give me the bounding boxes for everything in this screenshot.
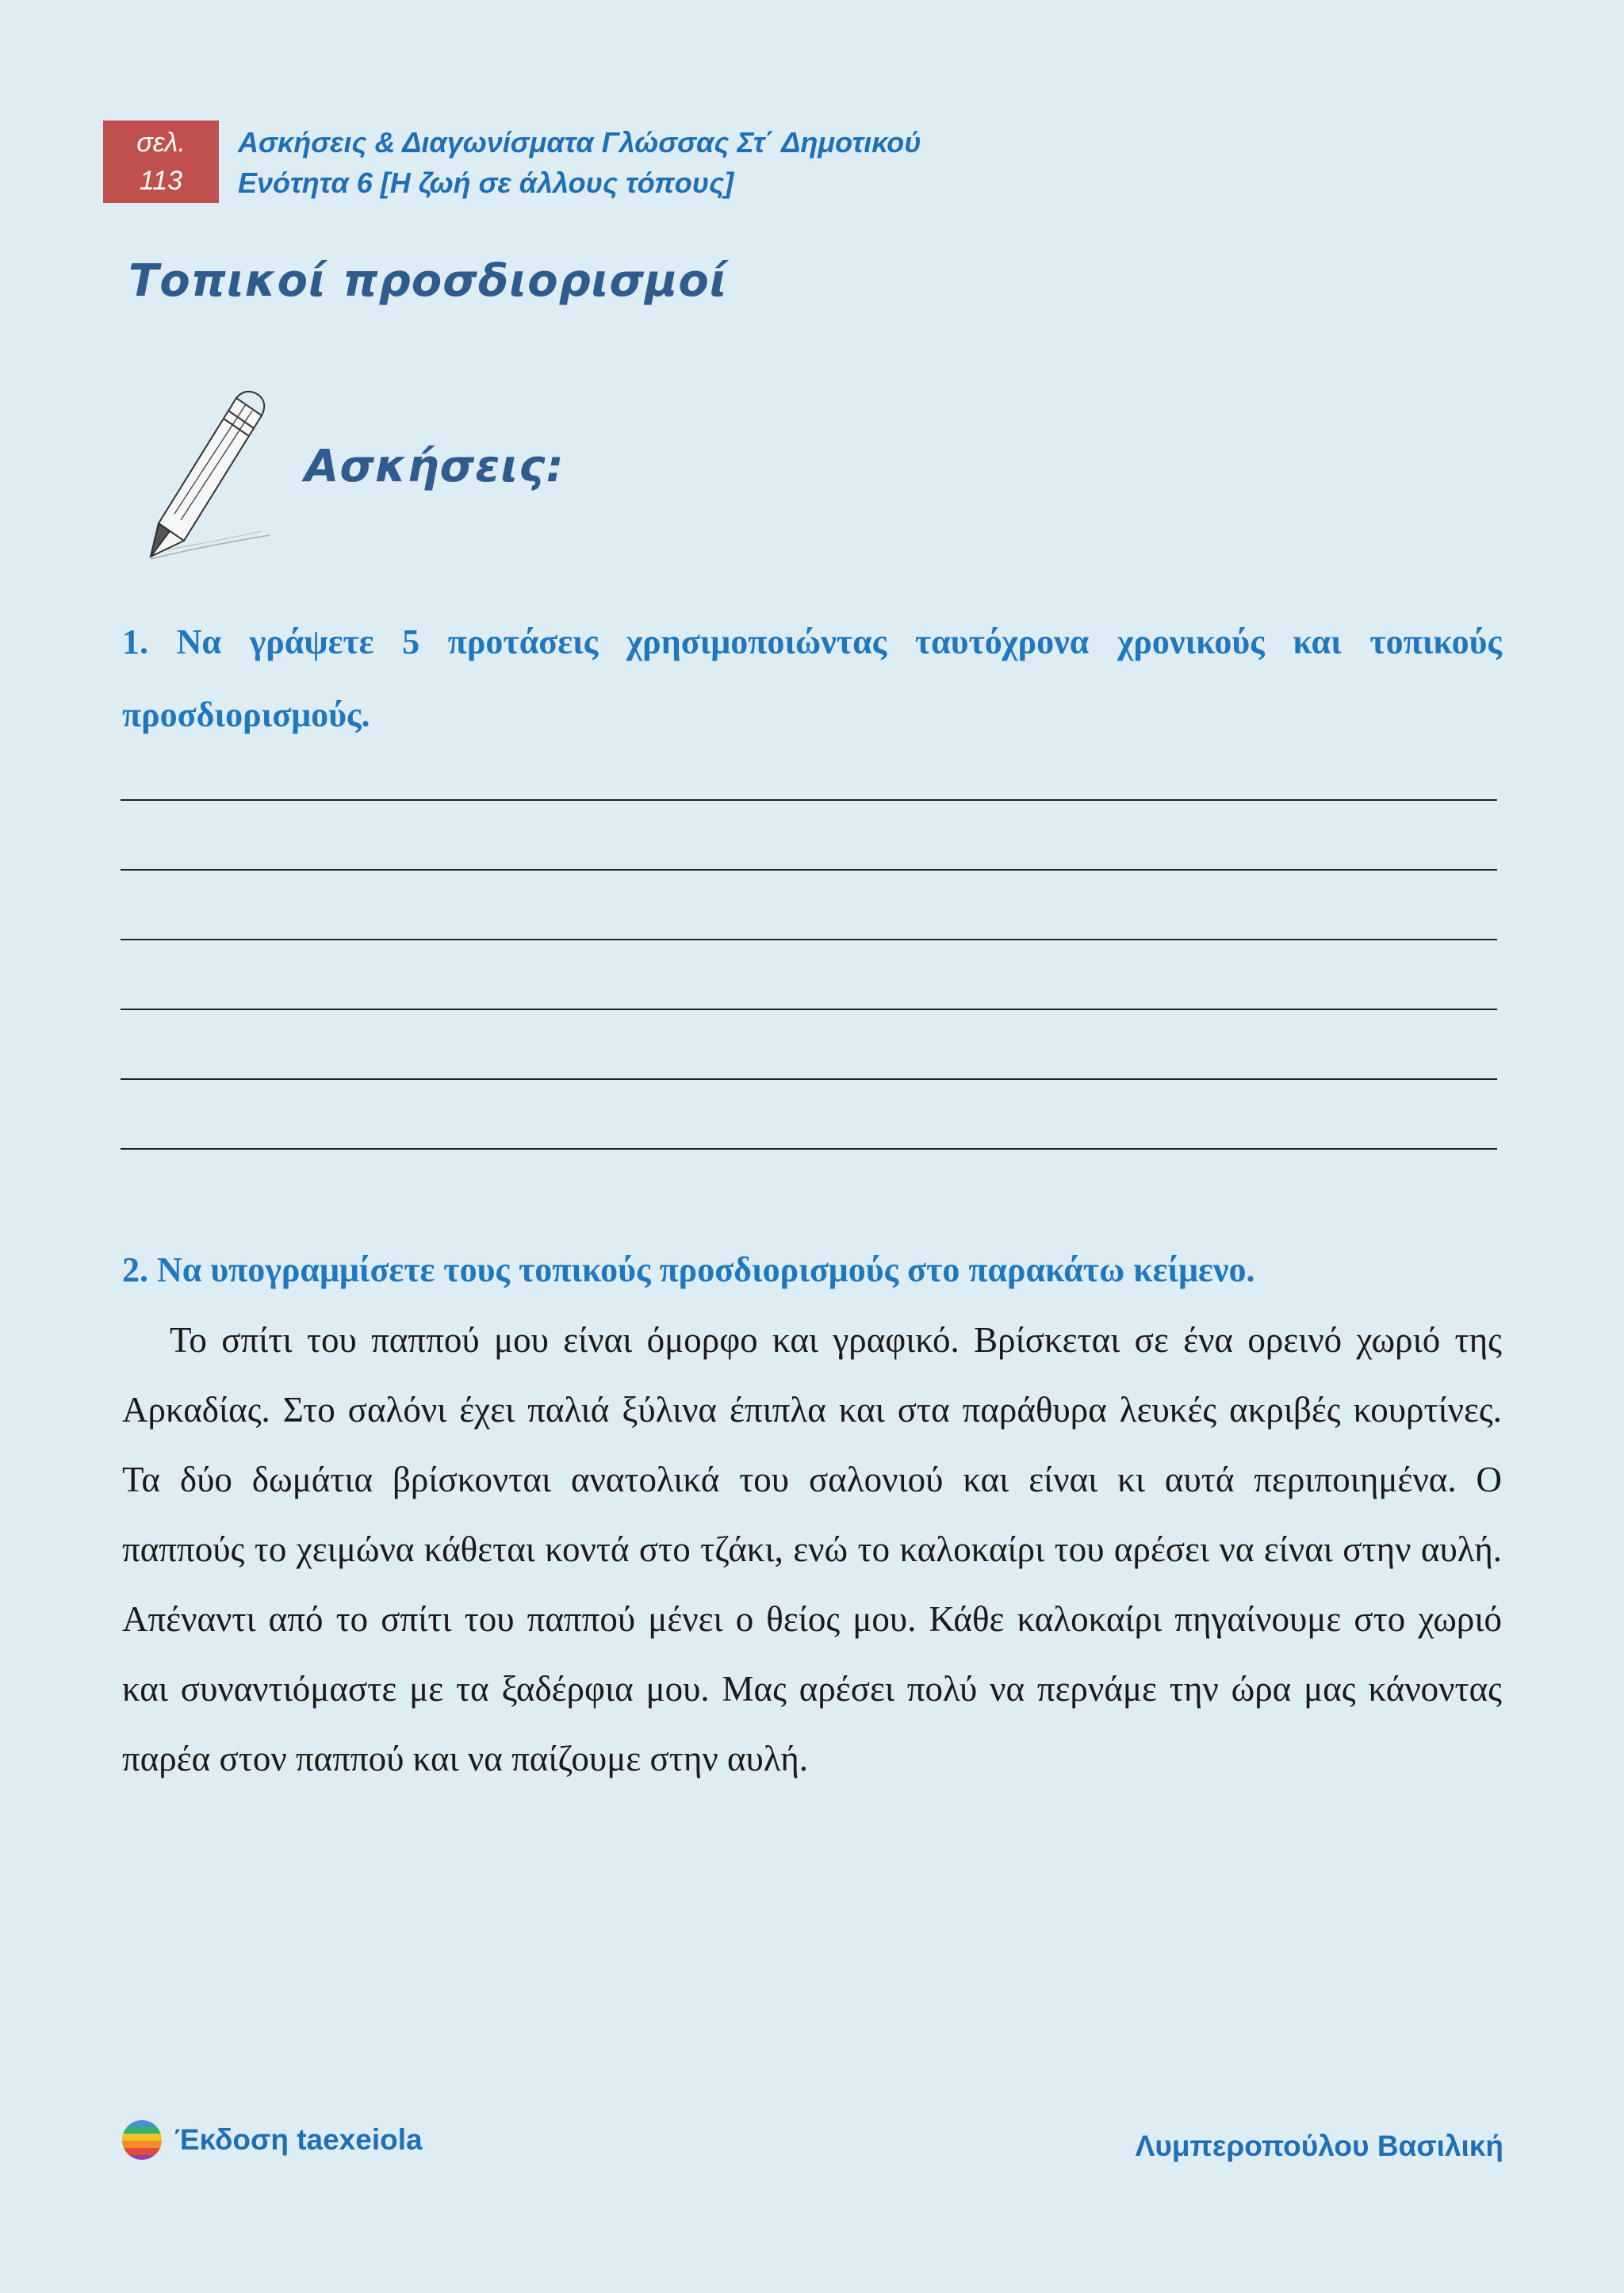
footer-author: Λυμπεροπούλου Βασιλική	[1135, 2130, 1503, 2162]
publisher-name: Έκδοση taexeiola	[174, 2123, 423, 2156]
page-number-badge	[103, 121, 219, 203]
answer-line[interactable]	[121, 939, 1497, 940]
answer-line[interactable]	[121, 1148, 1497, 1150]
footer-publisher	[121, 2119, 423, 2161]
page-number: 113	[139, 166, 183, 196]
answer-line[interactable]	[121, 1009, 1497, 1010]
answer-line[interactable]	[121, 869, 1497, 871]
passage-text: Το σπίτι του παππού μου είναι όμορφο και γραφικό. Βρίσκεται σε ένα ορεινό χωριό της Αρκαδίας. Στο σαλόνι έχει παλιά ξύλινα έπιπλα και στα παράθυρα λευκές ακριβές κουρτίνες. Τα δύο δωμάτια βρίσκονται ανατολικά του σαλονιού και είναι κι αυτά περιποιημένα. Ο παππούς το χειμώνα κάθεται κοντά στο τζάκι, ενώ το καλοκαίρι του αρέσει να είναι στην αυλή. Απέναντι από το σπίτι του παππού μένει ο θείος μου. Κάθε καλοκαίρι πηγαίνουμε στο χωριό και συναντιόμαστε με τα ξαδέρφια μου. Μας αρέσει πολύ να περνάμε την ώρα μας κάνοντας παρέα στον παππού και να παίζουμε στην αυλή.	[122, 1320, 1502, 1778]
exercises-heading: Ασκήσεις:	[304, 441, 565, 492]
unit-title: Ενότητα 6 [Η ζωή σε άλλους τόπους]	[238, 167, 734, 199]
header-titles	[238, 122, 921, 203]
section-title: Τοπικοί προσδιορισμοί	[128, 255, 728, 307]
publisher-logo-icon	[121, 2119, 163, 2161]
pencil-icon	[135, 381, 285, 571]
question-2: 2. Να υπογραμμίσετε τους τοπικούς προσδιορισμούς στο παρακάτω κείμενο.	[122, 1250, 1255, 1289]
question-1: 1. Να γράψετε 5 προτάσεις χρησιμοποιώντας ταυτόχρονα χρονικούς και τοπικούς προσδιορισμούς.	[122, 622, 1502, 734]
book-title: Ασκήσεις & Διαγωνίσματα Γλώσσας Στ΄ Δημοτικού	[238, 126, 921, 159]
page-label: σελ.	[136, 128, 186, 158]
answer-line[interactable]	[121, 799, 1497, 801]
answer-line[interactable]	[121, 1078, 1497, 1080]
answer-lines[interactable]	[121, 799, 1497, 1218]
